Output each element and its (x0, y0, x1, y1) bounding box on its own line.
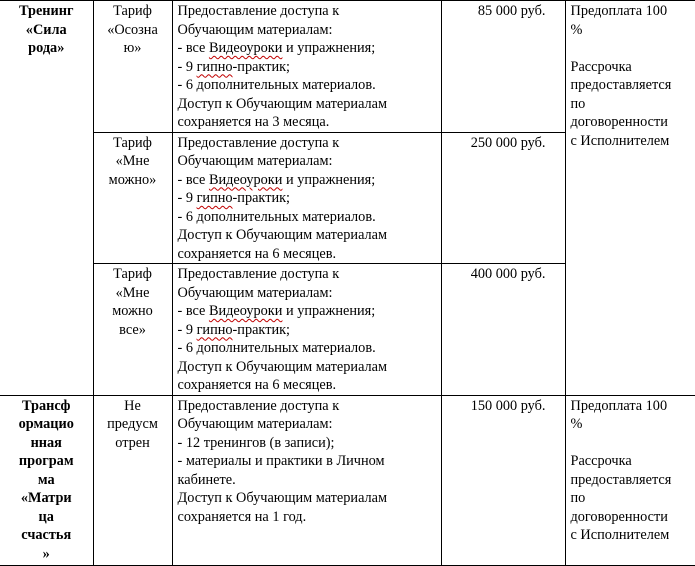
description-line: сохраняется на 6 месяцев. (178, 376, 436, 395)
price-value: 400 000 руб. (447, 265, 546, 284)
description-line: Предоставление доступа к (178, 265, 436, 284)
description-line (178, 39, 436, 58)
tariff-cell (93, 395, 172, 565)
tariff-cell (93, 264, 172, 396)
prepay-line: % (571, 21, 691, 40)
description-line: Обучающим материалам: (178, 21, 436, 40)
price-value: 250 000 руб. (447, 134, 546, 153)
spellcheck-underlined-word: Видеоуроки (209, 40, 282, 56)
installment-line: предоставляется (571, 471, 691, 490)
spellcheck-underlined-word: Видеоуроки (209, 172, 282, 188)
tariff-name-line: можно (99, 302, 167, 321)
product-name-line: «Сила (5, 21, 88, 40)
price-cell (441, 132, 565, 264)
description-text (173, 264, 441, 395)
description-line: Предоставление доступа к (178, 397, 436, 416)
description-line: Доступ к Обучающим материалам (178, 358, 436, 377)
description-line (178, 302, 436, 321)
tariff-name-line: «Осозна (99, 21, 167, 40)
price-cell (441, 1, 565, 133)
line-text: и упражнения; (282, 172, 375, 188)
installment-line: с Исполнителем (571, 526, 691, 545)
table-row (0, 395, 695, 565)
tariff-name-line: «Мне (99, 152, 167, 171)
price-value: 150 000 руб. (447, 397, 546, 416)
description-line (178, 189, 436, 208)
description-line: - 6 дополнительных материалов. (178, 76, 436, 95)
pricing-table-body (0, 1, 695, 566)
price-value: 85 000 руб. (447, 2, 546, 21)
prepay-line: Предоплата 100 (571, 2, 691, 21)
installment-line: по (571, 489, 691, 508)
tariff-name-line: Тариф (99, 134, 167, 153)
installment-line: договоренности (571, 113, 691, 132)
description-cell (172, 1, 441, 133)
spellcheck-underlined-word: гипно (197, 59, 233, 75)
product-name-line: Трансф (5, 397, 88, 416)
tariff-name-line: все» (99, 321, 167, 340)
installment-line: Рассрочка (571, 452, 691, 471)
installment-line: Рассрочка (571, 58, 691, 77)
line-text: - 9 (178, 59, 197, 75)
prepay-line: % (571, 415, 691, 434)
line-text: - 9 (178, 322, 197, 338)
installment-line: договоренности (571, 508, 691, 527)
description-line (178, 321, 436, 340)
description-line: кабинете. (178, 471, 436, 490)
tariff-name-line: можно» (99, 171, 167, 190)
installment-line: с Исполнителем (571, 132, 691, 151)
price-cell (441, 395, 565, 565)
description-line: Предоставление доступа к (178, 134, 436, 153)
product-name-line: ормацио (5, 415, 88, 434)
line-text: -практик; (233, 322, 290, 338)
description-cell (172, 264, 441, 396)
line-text: - все (178, 303, 209, 319)
product-name-line: ца (5, 508, 88, 527)
tariff-name-line: ю» (99, 39, 167, 58)
product-cell (0, 395, 93, 565)
paragraph-gap (571, 434, 691, 453)
installment-line: по (571, 95, 691, 114)
payment-terms-cell (565, 1, 695, 396)
product-name-line: рода» (5, 39, 88, 58)
description-line (178, 58, 436, 77)
product-name-line: програм (5, 452, 88, 471)
spellcheck-underlined-word: гипно (197, 322, 233, 338)
tariff-name (94, 133, 172, 190)
product-name (0, 396, 93, 564)
line-text: и упражнения; (282, 303, 375, 319)
table-row (0, 1, 695, 133)
tariff-name-line: Не (99, 397, 167, 416)
description-line: - 6 дополнительных материалов. (178, 339, 436, 358)
description-line: Доступ к Обучающим материалам (178, 489, 436, 508)
line-text: - все (178, 172, 209, 188)
product-name-line: нная (5, 434, 88, 453)
price-wrap (442, 133, 565, 153)
price-cell (441, 264, 565, 396)
description-cell (172, 132, 441, 264)
description-line: Доступ к Обучающим материалам (178, 95, 436, 114)
tariff-cell (93, 1, 172, 133)
tariff-name-line: «Мне (99, 284, 167, 303)
prepay-line: Предоплата 100 (571, 397, 691, 416)
installment-line: предоставляется (571, 76, 691, 95)
description-line: - 6 дополнительных материалов. (178, 208, 436, 227)
tariff-name-line: предусм (99, 415, 167, 434)
description-line: сохраняется на 3 месяца. (178, 113, 436, 132)
payment-terms (566, 396, 695, 545)
product-name-line: ма (5, 471, 88, 490)
price-wrap (442, 264, 565, 284)
tariff-cell (93, 132, 172, 264)
description-cell (172, 395, 441, 565)
product-cell (0, 1, 93, 396)
spellcheck-underlined-word: Видеоуроки (209, 303, 282, 319)
tariff-name (94, 264, 172, 339)
payment-terms (566, 1, 695, 150)
line-text: -практик; (233, 190, 290, 206)
payment-terms-cell (565, 395, 695, 565)
tariff-name-line: Тариф (99, 2, 167, 21)
price-wrap (442, 1, 565, 21)
tariff-name-line: отрен (99, 434, 167, 453)
description-text (173, 133, 441, 264)
product-name-line: Тренинг (5, 2, 88, 21)
line-text: - все (178, 40, 209, 56)
line-text: и упражнения; (282, 40, 375, 56)
spellcheck-underlined-word: гипно (197, 190, 233, 206)
description-text (173, 396, 441, 527)
description-line: Обучающим материалам: (178, 415, 436, 434)
line-text: - 9 (178, 190, 197, 206)
tariff-name (94, 1, 172, 58)
description-line: сохраняется на 1 год. (178, 508, 436, 527)
description-line: сохраняется на 6 месяцев. (178, 245, 436, 264)
product-name-line: «Матри (5, 489, 88, 508)
description-line: - материалы и практики в Личном (178, 452, 436, 471)
tariff-name-line: Тариф (99, 265, 167, 284)
description-line: Обучающим материалам: (178, 284, 436, 303)
product-name-line: счастья (5, 526, 88, 545)
description-text (173, 1, 441, 132)
description-line: Обучающим материалам: (178, 152, 436, 171)
line-text: -практик; (233, 59, 290, 75)
description-line: - 12 тренингов (в записи); (178, 434, 436, 453)
product-name-line: » (5, 545, 88, 564)
tariff-name (94, 396, 172, 453)
description-line (178, 171, 436, 190)
description-line: Предоставление доступа к (178, 2, 436, 21)
paragraph-gap (571, 39, 691, 58)
description-line: Доступ к Обучающим материалам (178, 226, 436, 245)
price-wrap (442, 396, 565, 416)
product-name (0, 1, 93, 58)
